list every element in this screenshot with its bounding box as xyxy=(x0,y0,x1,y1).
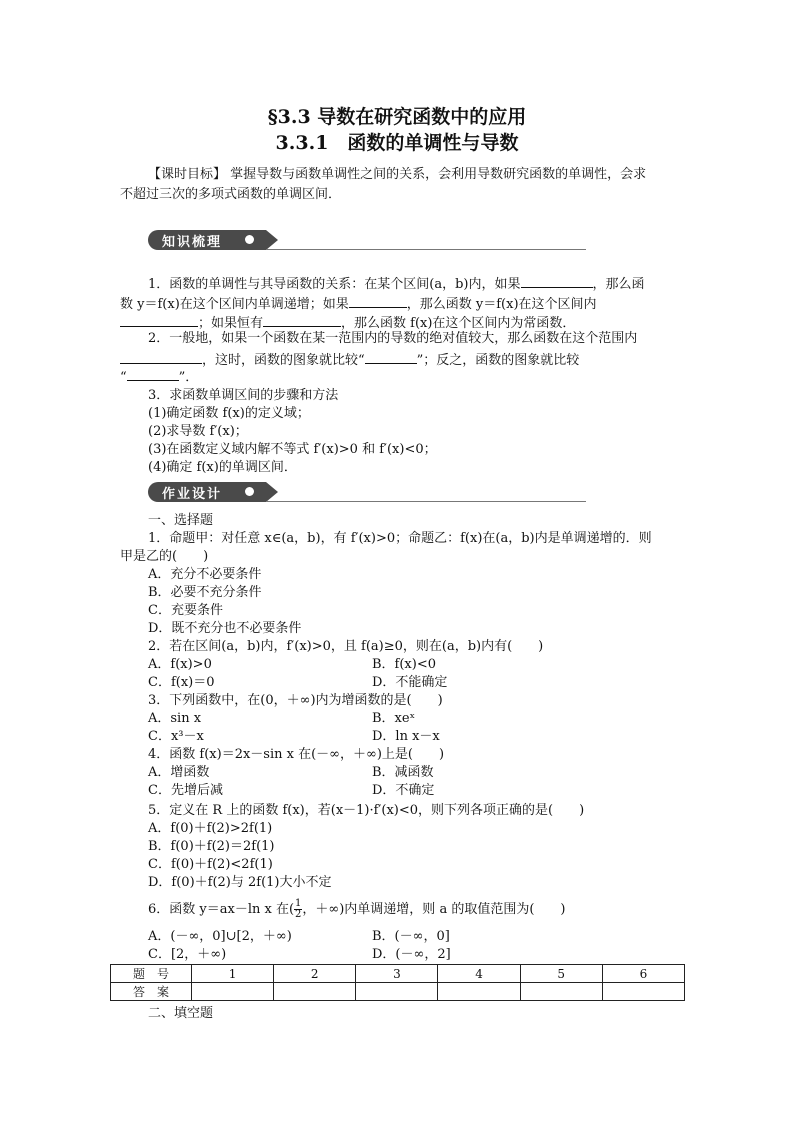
fill-blank xyxy=(349,294,407,308)
homework-banner-label: 作业设计 xyxy=(162,487,223,502)
question-4-option-c: C．先增后减 xyxy=(148,783,223,798)
question-4-option-b: B．减函数 xyxy=(372,765,434,780)
part-1-heading: 一、选择题 xyxy=(148,513,214,528)
answer-cell[interactable] xyxy=(520,983,602,1001)
table-cell: 3 xyxy=(356,965,438,983)
question-3-option-d: D．ln x－x xyxy=(372,729,440,744)
question-2-option-d: D．不能确定 xyxy=(372,675,448,690)
question-5-option-a: A．f(0)＋f(2)>2f(1) xyxy=(148,821,273,836)
answer-cell[interactable] xyxy=(602,983,684,1001)
homework-banner xyxy=(120,482,470,504)
knowledge-item-2-line-1: 2．一般地，如果一个函数在某一范围内的导数的绝对值较大，那么函数在这个范围内 xyxy=(148,331,638,346)
section-title: 3.3.1 函数的单调性与导数 xyxy=(275,132,519,154)
table-row xyxy=(111,983,685,1001)
step-2: (2)求导数 f′(x)； xyxy=(148,424,248,439)
knowledge-item-3: 3．求函数单调区间的步骤和方法 xyxy=(148,388,339,403)
question-2: 2．若在区间(a，b)内，f′(x)>0，且 f(a)≥0，则在(a，b)内有( ) xyxy=(148,639,544,654)
table-header-cell: 题 号 xyxy=(111,965,192,983)
question-3-option-b: B．xeˣ xyxy=(372,711,416,726)
question-3: 3．下列函数中，在(0，＋∞)内为增函数的是( ) xyxy=(148,693,443,708)
chapter-title: §3.3 导数在研究函数中的应用 xyxy=(267,106,527,128)
question-2-option-a: A．f(x)>0 xyxy=(148,657,212,672)
table-cell: 6 xyxy=(602,965,684,983)
knowledge-banner-label: 知识梳理 xyxy=(162,235,223,250)
knowledge-item-2-line-2: ，这时，函数的图象就比较“ ”；反之，函数的图象就比较 xyxy=(120,350,579,370)
table-header-cell: 答 案 xyxy=(111,983,192,1001)
answer-cell[interactable] xyxy=(274,983,356,1001)
knowledge-item-2-line-3: “ ”． xyxy=(120,367,198,387)
question-5: 5．定义在 R 上的函数 f(x)，若(x－1)·f′(x)<0，则下列各项正确的是( ) xyxy=(148,803,585,818)
fill-blank xyxy=(120,313,198,327)
question-2-option-b: B．f(x)<0 xyxy=(372,657,437,672)
table-cell: 2 xyxy=(274,965,356,983)
question-6-option-b: B．(－∞，0] xyxy=(372,929,450,944)
bullet-dot-icon xyxy=(245,487,254,496)
fraction-one-half: $\frac{1}{2}$ xyxy=(295,898,302,920)
step-1: (1)确定函数 f(x)的定义域； xyxy=(148,406,310,421)
step-3: (3)在函数定义域内解不等式 f′(x)>0 和 f′(x)<0； xyxy=(148,442,437,457)
question-1-line-2: 甲是乙的( ) xyxy=(120,549,209,564)
question-5-option-d: D．f(0)＋f(2)与 2f(1)大小不定 xyxy=(148,875,332,890)
part-2-heading: 二、填空题 xyxy=(148,1006,214,1021)
question-1-option-d: D．既不充分也不必要条件 xyxy=(148,621,302,636)
answer-cell[interactable] xyxy=(356,983,438,1001)
knowledge-item-1-line-1: 1．函数的单调性与其导函数的关系：在某个区间(a，b)内，如果 ，那么函 xyxy=(148,274,645,294)
question-1-option-a: A．充分不必要条件 xyxy=(148,567,262,582)
step-4: (4)确定 f(x)的单调区间． xyxy=(148,460,297,475)
question-4-option-a: A．增函数 xyxy=(148,765,210,780)
question-3-option-c: C．x³－x xyxy=(148,729,204,744)
banner-rule xyxy=(266,249,586,250)
objective-line-2: 不超过三次的多项式函数的单调区间． xyxy=(120,187,342,202)
fill-blank xyxy=(521,274,593,288)
question-6: 6．函数 y＝ax－ln x 在( $\frac{1}{2}$ ，＋∞)内单调递增，则 a 的取值范围为( ) xyxy=(148,898,566,920)
answer-cell[interactable] xyxy=(438,983,520,1001)
knowledge-item-1-line-2: 数 y＝f(x)在这个区间内单调递增；如果 ，那么函数 y＝f(x)在这个区间内 xyxy=(120,294,597,314)
question-1-option-b: B．必要不充分条件 xyxy=(148,585,262,600)
table-row xyxy=(111,965,685,983)
knowledge-banner xyxy=(120,230,470,252)
fill-blank xyxy=(120,350,202,364)
question-6-option-c: C．[2，＋∞) xyxy=(148,947,227,962)
question-1-line-1: 1．命题甲：对任意 x∈(a，b)，有 f′(x)>0；命题乙：f(x)在(a，b)内是单调递增的．则 xyxy=(148,531,652,546)
bullet-dot-icon xyxy=(245,235,254,244)
table-cell: 1 xyxy=(192,965,274,983)
answer-table xyxy=(110,964,685,1001)
fill-blank xyxy=(127,367,179,381)
knowledge-item-1-line-3: ；如果恒有 ，那么函数 f(x)在这个区间内为常函数． xyxy=(120,313,575,333)
table-cell: 5 xyxy=(520,965,602,983)
fill-blank xyxy=(365,350,417,364)
answer-cell[interactable] xyxy=(192,983,274,1001)
question-5-option-c: C．f(0)＋f(2)<2f(1) xyxy=(148,857,273,872)
question-1-option-c: C．充要条件 xyxy=(148,603,223,618)
banner-rule xyxy=(266,501,586,502)
question-5-option-b: B．f(0)＋f(2)＝2f(1) xyxy=(148,839,275,854)
question-6-option-d: D．(－∞，2] xyxy=(372,947,451,962)
objective-line-1: 【课时目标】 掌握导数与函数单调性之间的关系，会利用导数研究函数的单调性，会求 xyxy=(148,167,647,182)
table-cell: 4 xyxy=(438,965,520,983)
question-4: 4．函数 f(x)＝2x－sin x 在(－∞，＋∞)上是( ) xyxy=(148,747,445,762)
question-4-option-d: D．不确定 xyxy=(372,783,435,798)
question-6-option-a: A．(－∞，0]∪[2，＋∞) xyxy=(148,929,292,944)
question-3-option-a: A．sin x xyxy=(148,711,202,726)
question-2-option-c: C．f(x)＝0 xyxy=(148,675,215,690)
fill-blank xyxy=(263,313,341,327)
